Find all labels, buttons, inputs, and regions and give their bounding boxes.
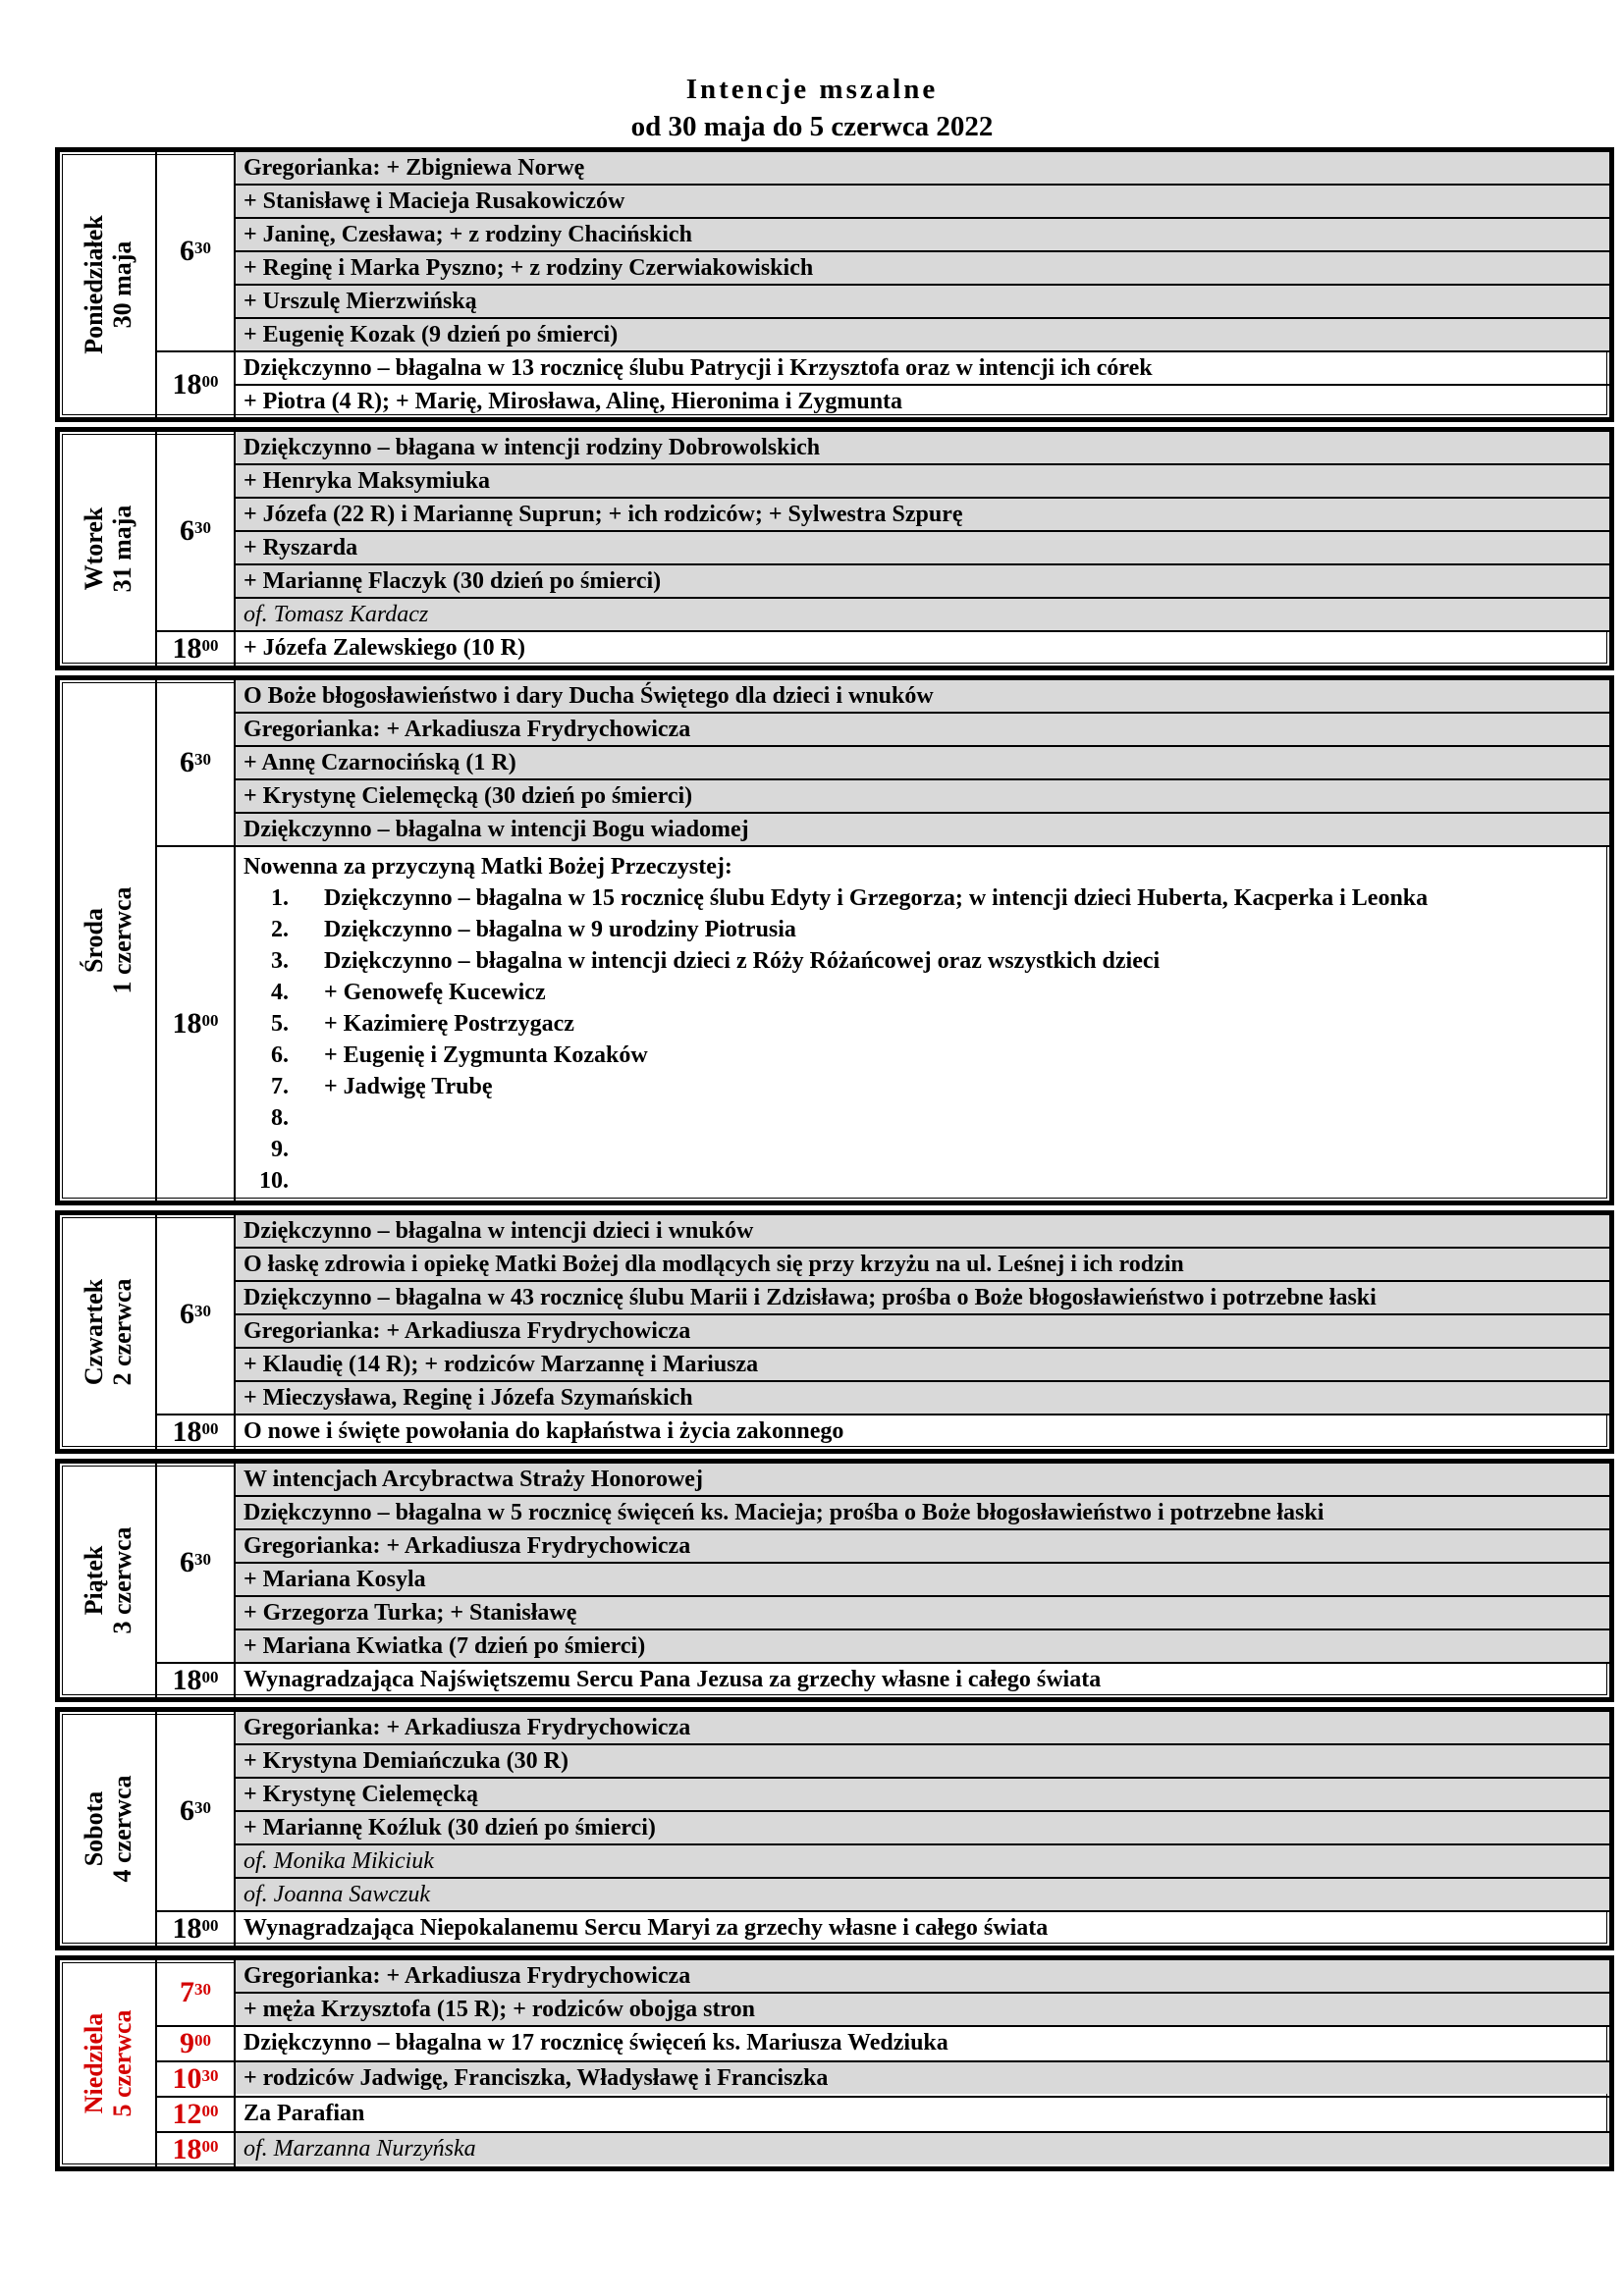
day-name: Środa — [79, 908, 108, 974]
mass-time — [157, 1215, 236, 1414]
novena-item: 1. Dziękczynno – błagalna w 15 rocznicę ślubu Edyty i Grzegorza; w intencji dzieci Huberta, Kacperka i Leonka — [295, 882, 1601, 914]
mass-slot — [157, 2098, 1609, 2133]
intention-row: + Józefa Zalewskiego (10 R) — [244, 635, 525, 661]
intention-list — [236, 1415, 1609, 1449]
day-date: 4 czerwca — [107, 1775, 136, 1883]
mass-minutes: 00 — [201, 1419, 219, 1438]
intention-row: Gregorianka: + Zbigniewa Norwę — [236, 152, 1609, 186]
day-block — [55, 675, 1614, 1205]
intention-list — [236, 2027, 1609, 2060]
intention-row: Wynagradzająca Niepokalanemu Sercu Maryi za grzechy własne i całego świata — [244, 1915, 1049, 1941]
day-label — [80, 1776, 136, 1883]
mass-time — [157, 680, 236, 845]
intention-list — [236, 2133, 1609, 2166]
mass-hour: 6 — [180, 235, 194, 267]
day-date: 31 maja — [107, 505, 136, 593]
novena-heading: Nowenna za przyczyną Matki Bożej Przeczystej: — [244, 854, 732, 880]
intention-row: Dziękczynno – błagana w intencji rodziny Dobrowolskich — [236, 432, 1609, 465]
day-label — [80, 1527, 136, 1634]
intention-row: + Józefa (22 R) i Mariannę Suprun; + ich rodziców; + Sylwestra Szpurę — [236, 499, 1609, 532]
novena-list — [244, 882, 1601, 1197]
mass-time — [157, 2098, 236, 2131]
intention-row: W intencjach Arcybractwa Straży Honorowej — [236, 1464, 1609, 1497]
intention-row: + Mariana Kwiatka (7 dzień po śmierci) — [236, 1630, 1609, 1662]
mass-minutes: 00 — [201, 1916, 219, 1935]
mass-hour: 12 — [172, 2098, 202, 2130]
mass-hour: 18 — [172, 1912, 202, 1945]
novena-item — [295, 1102, 1601, 1134]
day-label-cell — [60, 432, 157, 666]
intention-row: + Urszulę Mierzwińską — [236, 286, 1609, 319]
mass-minutes: 00 — [201, 2137, 219, 2156]
page-subtitle: od 30 maja do 5 czerwca 2022 — [630, 111, 994, 142]
novena-item: 2. Dziękczynno – błagalna w 9 urodziny Piotrusia — [295, 914, 1601, 945]
intention-list — [236, 1912, 1609, 1946]
mass-minutes: 30 — [194, 518, 211, 537]
day-block — [55, 1955, 1614, 2171]
intention-row: + Reginę i Marka Pyszno; + z rodziny Czerwiakowiskich — [236, 252, 1609, 286]
intention-row: + Mariannę Flaczyk (30 dzień po śmierci) — [236, 565, 1609, 599]
mass-minutes: 30 — [194, 1302, 211, 1320]
mass-hour: 18 — [172, 632, 202, 665]
mass-hour: 18 — [172, 1664, 202, 1696]
day-block — [55, 427, 1614, 670]
mass-hour: 6 — [180, 1794, 194, 1827]
day-label — [80, 215, 136, 354]
mass-time — [157, 352, 236, 417]
intention-list — [236, 432, 1609, 630]
novena-item: 7. + Jadwigę Trubę — [295, 1071, 1601, 1102]
day-label — [80, 506, 136, 593]
mass-hour: 18 — [172, 1007, 202, 1040]
intention-row: Za Parafian — [244, 2101, 365, 2126]
intention-row: + Krystynę Cielemęcką — [236, 1779, 1609, 1812]
day-date: 30 maja — [107, 240, 136, 329]
mass-minutes: 30 — [194, 1550, 211, 1569]
mass-time — [157, 1912, 236, 1946]
intention-row: + Annę Czarnocińską (1 R) — [236, 747, 1609, 780]
document-title — [0, 71, 1624, 145]
intention-row: Dziękczynno – błagalna w 43 rocznicę ślubu Marii i Zdzisława; prośba o Boże błogosławieństwo i potrzebne łaski — [236, 1282, 1609, 1315]
intention-row: + Eugenię Kozak (9 dzień po śmierci) — [236, 319, 1609, 350]
intention-row: Gregorianka: + Arkadiusza Frydrychowicza — [236, 1530, 1609, 1564]
mass-hour: 10 — [172, 2062, 202, 2095]
mass-slot — [157, 152, 1609, 352]
mass-time — [157, 1960, 236, 2025]
intention-row: of. Joanna Sawczuk — [236, 1879, 1609, 1910]
intention-list — [236, 2062, 1609, 2096]
day-label-cell — [60, 1960, 157, 2166]
intention-list — [236, 1464, 1609, 1662]
intention-list — [236, 152, 1609, 350]
day-label — [80, 887, 136, 994]
intention-row: O łaskę zdrowia i opiekę Matki Bożej dla modlących się przy krzyżu na ul. Leśnej i ich rodzin — [236, 1249, 1609, 1282]
novena-item — [295, 1134, 1601, 1165]
intention-row: Dziękczynno – błagalna w intencji dzieci i wnuków — [236, 1215, 1609, 1249]
day-name: Sobota — [79, 1790, 108, 1867]
intention-list — [236, 847, 1609, 1201]
intention-row: + Janinę, Czesława; + z rodziny Chacińskich — [236, 219, 1609, 252]
mass-time — [157, 2062, 236, 2096]
mass-hour: 6 — [180, 1298, 194, 1330]
mass-time — [157, 152, 236, 350]
intention-row: + Stanisławę i Macieja Rusakowiczów — [236, 186, 1609, 219]
intention-row: + męża Krzysztofa (15 R); + rodziców obojga stron — [236, 1994, 1609, 2025]
day-label-cell — [60, 1712, 157, 1946]
mass-slots — [157, 1712, 1609, 1946]
intention-row: Dziękczynno – błagalna w intencji Bogu wiadomej — [236, 814, 1609, 845]
mass-slots — [157, 1960, 1609, 2166]
intention-row: Gregorianka: + Arkadiusza Frydrychowicza — [236, 1960, 1609, 1994]
intention-row: + Mariana Kosyla — [236, 1564, 1609, 1597]
intention-row: + Grzegorza Turka; + Stanisławę — [236, 1597, 1609, 1630]
novena-item: 4. + Genowefę Kucewicz — [295, 977, 1601, 1008]
day-label — [80, 1279, 136, 1386]
mass-time — [157, 1464, 236, 1662]
day-label-cell — [60, 680, 157, 1201]
mass-slot — [157, 847, 1609, 1201]
mass-slot — [157, 2027, 1609, 2062]
mass-minutes: 00 — [194, 2031, 211, 2050]
mass-slots — [157, 680, 1609, 1201]
intention-row: Dziękczynno – błagalna w 17 rocznicę święceń ks. Mariusza Wedziuka — [244, 2030, 948, 2056]
mass-slot — [157, 680, 1609, 847]
novena-block — [236, 847, 1609, 1201]
novena-item — [295, 1165, 1601, 1197]
page-title: Intencje mszalne — [685, 74, 939, 105]
day-date: 3 czerwca — [107, 1526, 136, 1634]
day-name: Wtorek — [79, 507, 108, 591]
mass-minutes: 00 — [201, 1011, 219, 1030]
intention-row: + Krystynę Cielemęcką (30 dzień po śmierci) — [236, 780, 1609, 814]
mass-minutes: 30 — [194, 750, 211, 769]
intention-list — [236, 680, 1609, 845]
mass-hour: 6 — [180, 746, 194, 778]
mass-slots — [157, 152, 1609, 417]
intention-list — [236, 2098, 1609, 2131]
day-label-cell — [60, 1215, 157, 1449]
intention-row: + rodziców Jadwigę, Franciszka, Władysławę i Franciszka — [236, 2062, 1609, 2094]
intention-row: Wynagradzająca Najświętszemu Sercu Pana Jezusa za grzechy własne i całego świata — [244, 1667, 1102, 1692]
intention-row: + Ryszarda — [236, 532, 1609, 565]
mass-time — [157, 2027, 236, 2060]
intention-list — [236, 1664, 1609, 1697]
mass-hour: 9 — [180, 2027, 194, 2059]
mass-minutes: 30 — [194, 239, 211, 257]
mass-time — [157, 632, 236, 666]
mass-slot — [157, 1415, 1609, 1449]
mass-minutes: 30 — [194, 1798, 211, 1817]
mass-minutes: 00 — [201, 2102, 219, 2120]
day-date: 2 czerwca — [107, 1278, 136, 1386]
mass-slot — [157, 1712, 1609, 1912]
intentions-table — [55, 147, 1614, 2176]
day-name: Poniedziałek — [79, 215, 108, 354]
mass-hour: 18 — [172, 2133, 202, 2165]
intention-list — [236, 1960, 1609, 2025]
intention-row: Gregorianka: + Arkadiusza Frydrychowicza — [236, 714, 1609, 747]
day-name: Piątek — [79, 1545, 108, 1616]
mass-slot — [157, 1664, 1609, 1697]
intention-row: Dziękczynno – błagalna w 5 rocznicę święceń ks. Macieja; prośba o Boże błogosławieństwo i potrzebne łaski — [236, 1497, 1609, 1530]
mass-slot — [157, 1960, 1609, 2027]
novena-item: 6. + Eugenię i Zygmunta Kozaków — [295, 1040, 1601, 1071]
mass-time — [157, 1712, 236, 1910]
day-block — [55, 1210, 1614, 1454]
mass-slot — [157, 1912, 1609, 1946]
mass-slot — [157, 632, 1609, 666]
day-date: 1 czerwca — [107, 886, 136, 994]
mass-minutes: 30 — [201, 2066, 219, 2085]
day-date: 5 czerwca — [107, 2009, 136, 2117]
mass-hour: 18 — [172, 1415, 202, 1448]
mass-slot — [157, 352, 1609, 417]
intention-list — [236, 1215, 1609, 1414]
intention-row: of. Marzanna Nurzyńska — [236, 2133, 1609, 2164]
novena-item: 5. + Kazimierę Postrzygacz — [295, 1008, 1601, 1040]
mass-minutes: 30 — [194, 1980, 211, 1999]
intention-list — [236, 352, 1609, 417]
day-block — [55, 1707, 1614, 1950]
intention-row: Gregorianka: + Arkadiusza Frydrychowicza — [236, 1712, 1609, 1745]
intention-row: Gregorianka: + Arkadiusza Frydrychowicza — [236, 1315, 1609, 1349]
mass-time — [157, 847, 236, 1201]
intention-row: O nowe i święte powołania do kapłaństwa i życia zakonnego — [244, 1418, 844, 1444]
intention-row: + Krystyna Demiańczuka (30 R) — [236, 1745, 1609, 1779]
mass-time — [157, 2133, 236, 2166]
mass-slot — [157, 1215, 1609, 1415]
intention-row: of. Monika Mikiciuk — [236, 1845, 1609, 1879]
day-label-cell — [60, 1464, 157, 1697]
mass-time — [157, 1415, 236, 1449]
mass-minutes: 00 — [201, 636, 219, 655]
mass-slot — [157, 1464, 1609, 1664]
mass-slot — [157, 432, 1609, 632]
intention-row: O Boże błogosławieństwo i dary Ducha Świętego dla dzieci i wnuków — [236, 680, 1609, 714]
mass-slots — [157, 1215, 1609, 1449]
day-block — [55, 1459, 1614, 1702]
mass-slot — [157, 2062, 1609, 2098]
intention-list — [236, 632, 1609, 666]
intention-row: Dziękczynno – błagalna w 13 rocznicę ślubu Patrycji i Krzysztofa oraz w intencji ich córek — [236, 352, 1609, 386]
intention-row: of. Tomasz Kardacz — [236, 599, 1609, 630]
day-name: Czwartek — [79, 1278, 108, 1386]
day-label — [80, 2010, 136, 2117]
intention-row: + Mieczysława, Reginę i Józefa Szymańskich — [236, 1382, 1609, 1414]
mass-hour: 18 — [172, 368, 202, 400]
mass-hour: 7 — [180, 1976, 194, 2008]
day-label-cell — [60, 152, 157, 417]
intention-row: + Henryka Maksymiuka — [236, 465, 1609, 499]
mass-slots — [157, 1464, 1609, 1697]
mass-hour: 6 — [180, 1546, 194, 1578]
day-name: Niedziela — [79, 2012, 108, 2114]
novena-item: 3. Dziękczynno – błagalna w intencji dzieci z Róży Różańcowej oraz wszystkich dzieci — [295, 945, 1601, 977]
intention-row: + Piotra (4 R); + Marię, Mirosława, Alinę, Hieronima i Zygmunta — [244, 389, 903, 414]
mass-hour: 6 — [180, 514, 194, 547]
mass-time — [157, 1664, 236, 1697]
intention-row: + Mariannę Koźluk (30 dzień po śmierci) — [236, 1812, 1609, 1845]
mass-slot — [157, 2133, 1609, 2166]
mass-slots — [157, 432, 1609, 666]
intention-list — [236, 1712, 1609, 1910]
intention-row: + Klaudię (14 R); + rodziców Marzannę i Mariusza — [236, 1349, 1609, 1382]
mass-minutes: 00 — [201, 1668, 219, 1686]
mass-time — [157, 432, 236, 630]
mass-minutes: 00 — [201, 372, 219, 391]
day-block — [55, 147, 1614, 422]
